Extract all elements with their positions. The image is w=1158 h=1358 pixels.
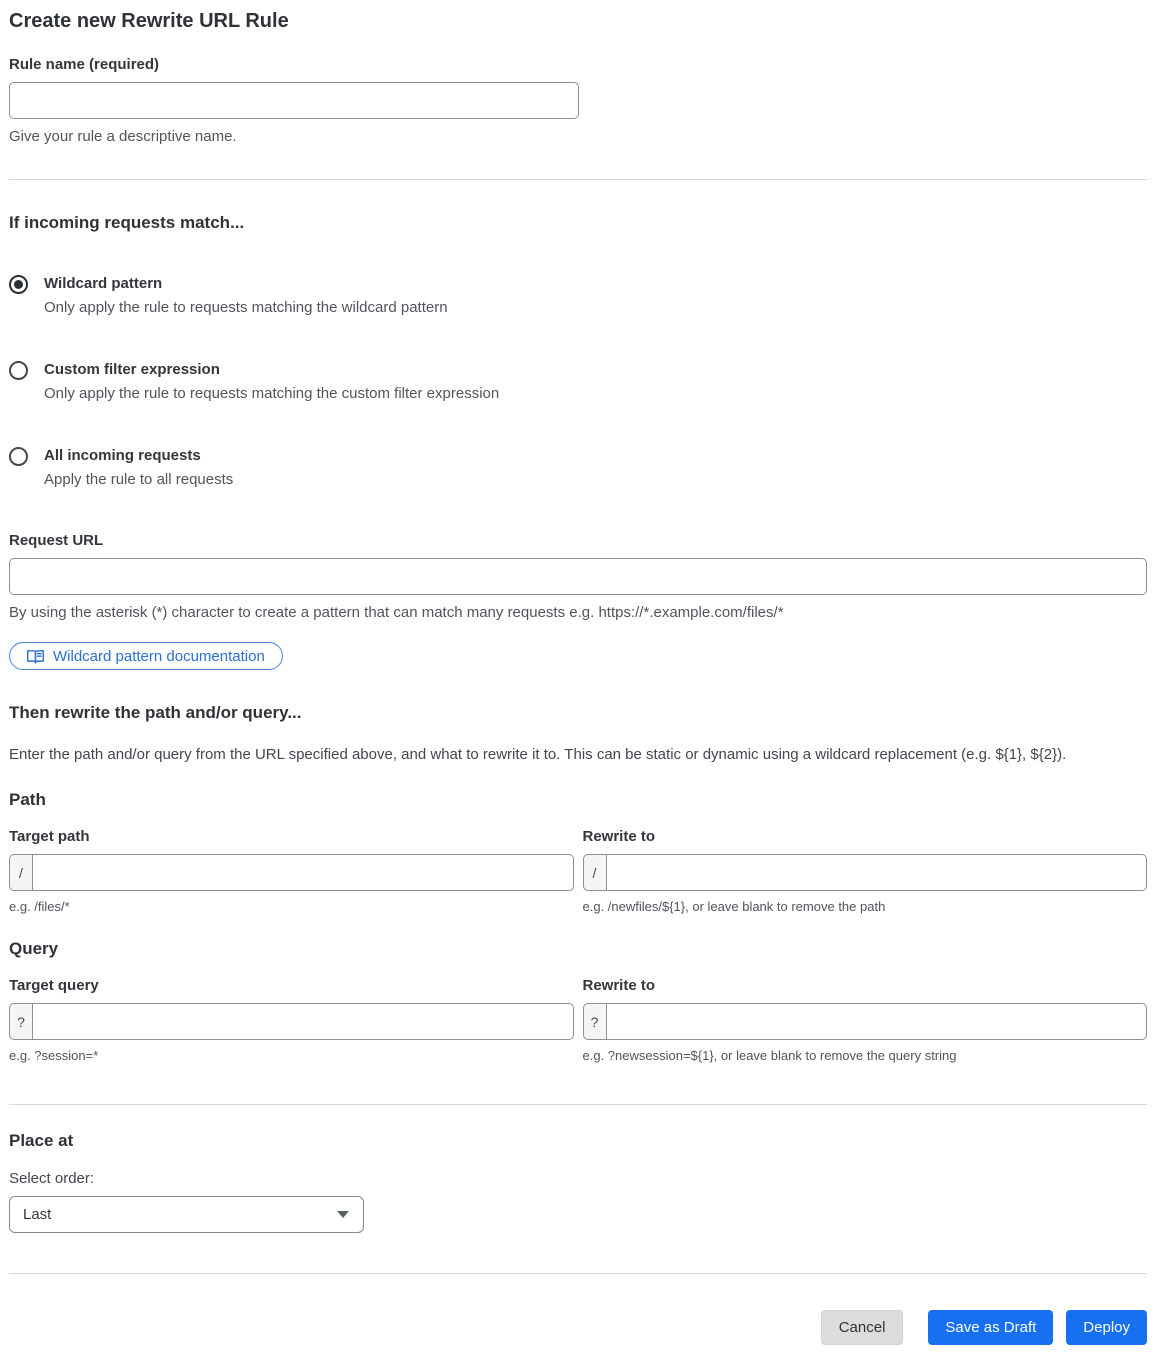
radio-button-icon[interactable] [9,361,28,380]
footer-divider [9,1273,1147,1274]
request-url-input[interactable] [9,558,1147,595]
query-prefix: ? [9,1003,33,1040]
path-heading: Path [9,790,46,809]
rule-name-input[interactable] [9,82,579,119]
radio-description: Apply the rule to all requests [44,471,234,488]
radio-label: All incoming requests [44,447,201,464]
match-type-radio-group [9,274,1147,490]
save-as-draft-button[interactable]: Save as Draft [928,1310,1053,1345]
rewrite-path-input[interactable] [607,854,1148,891]
target-path-field [9,828,574,914]
place-at-heading: Place at [9,1131,74,1150]
rewrite-path-label: Rewrite to [582,828,656,845]
cancel-button[interactable]: Cancel [821,1310,904,1345]
rule-name-helper: Give your rule a descriptive name. [9,128,237,145]
radio-description: Only apply the rule to requests matching the wildcard pattern [44,299,448,316]
rule-name-label: Rule name (required) [9,56,160,73]
radio-all-incoming-requests[interactable] [9,446,1147,490]
page-title: Create new Rewrite URL Rule [9,10,289,32]
radio-description: Only apply the rule to requests matching the custom filter expression [44,385,500,402]
query-fields-row [9,977,1147,1063]
target-path-helper: e.g. /files/* [9,899,70,914]
doc-button-label: Wildcard pattern documentation [53,647,265,665]
target-query-field [9,977,574,1063]
radio-button-icon[interactable] [9,275,28,294]
open-book-icon [27,649,44,664]
request-url-helper: By using the asterisk (*) character to create a pattern that can match many requests e.g. https://*.example.com/files/* [9,604,784,621]
rewrite-query-helper: e.g. ?newsession=${1}, or leave blank to remove the query string [582,1048,957,1063]
radio-custom-filter-expression[interactable] [9,360,1147,404]
wildcard-pattern-documentation-button[interactable] [9,642,283,670]
chevron-down-icon [337,1211,349,1218]
footer-actions [9,1310,1147,1345]
order-select-dropdown[interactable] [9,1196,364,1233]
section-divider [9,179,1147,180]
select-order-label: Select order: [9,1170,95,1187]
match-section-heading: If incoming requests match... [9,213,245,232]
rewrite-query-label: Rewrite to [582,977,656,994]
target-query-label: Target query [9,977,99,994]
target-query-input[interactable] [33,1003,574,1040]
path-fields-row [9,828,1147,914]
target-query-helper: e.g. ?session=* [9,1048,99,1063]
target-path-label: Target path [9,828,90,845]
path-prefix: / [583,854,607,891]
order-selected-value: Last [23,1206,52,1223]
rewrite-query-input[interactable] [607,1003,1148,1040]
request-url-section [9,532,1147,670]
radio-button-icon[interactable] [9,447,28,466]
radio-label: Wildcard pattern [44,275,163,292]
rewrite-section-description: Enter the path and/or query from the URL specified above, and what to rewrite it to. This can be static or dynamic using a wildcard replacement (e.g. ${1}, ${2}). [9,746,1067,763]
radio-wildcard-pattern[interactable] [9,274,1147,318]
rewrite-path-helper: e.g. /newfiles/${1}, or leave blank to remove the path [582,899,886,914]
target-path-input[interactable] [33,854,574,891]
query-prefix: ? [583,1003,607,1040]
deploy-button[interactable]: Deploy [1066,1310,1147,1345]
path-prefix: / [9,854,33,891]
rewrite-path-field [583,828,1148,914]
query-heading: Query [9,939,59,958]
rule-name-section [9,56,1147,145]
radio-label: Custom filter expression [44,361,220,378]
section-divider [9,1104,1147,1105]
rewrite-query-field [583,977,1148,1063]
rewrite-section-heading: Then rewrite the path and/or query... [9,703,302,722]
request-url-label: Request URL [9,532,104,549]
